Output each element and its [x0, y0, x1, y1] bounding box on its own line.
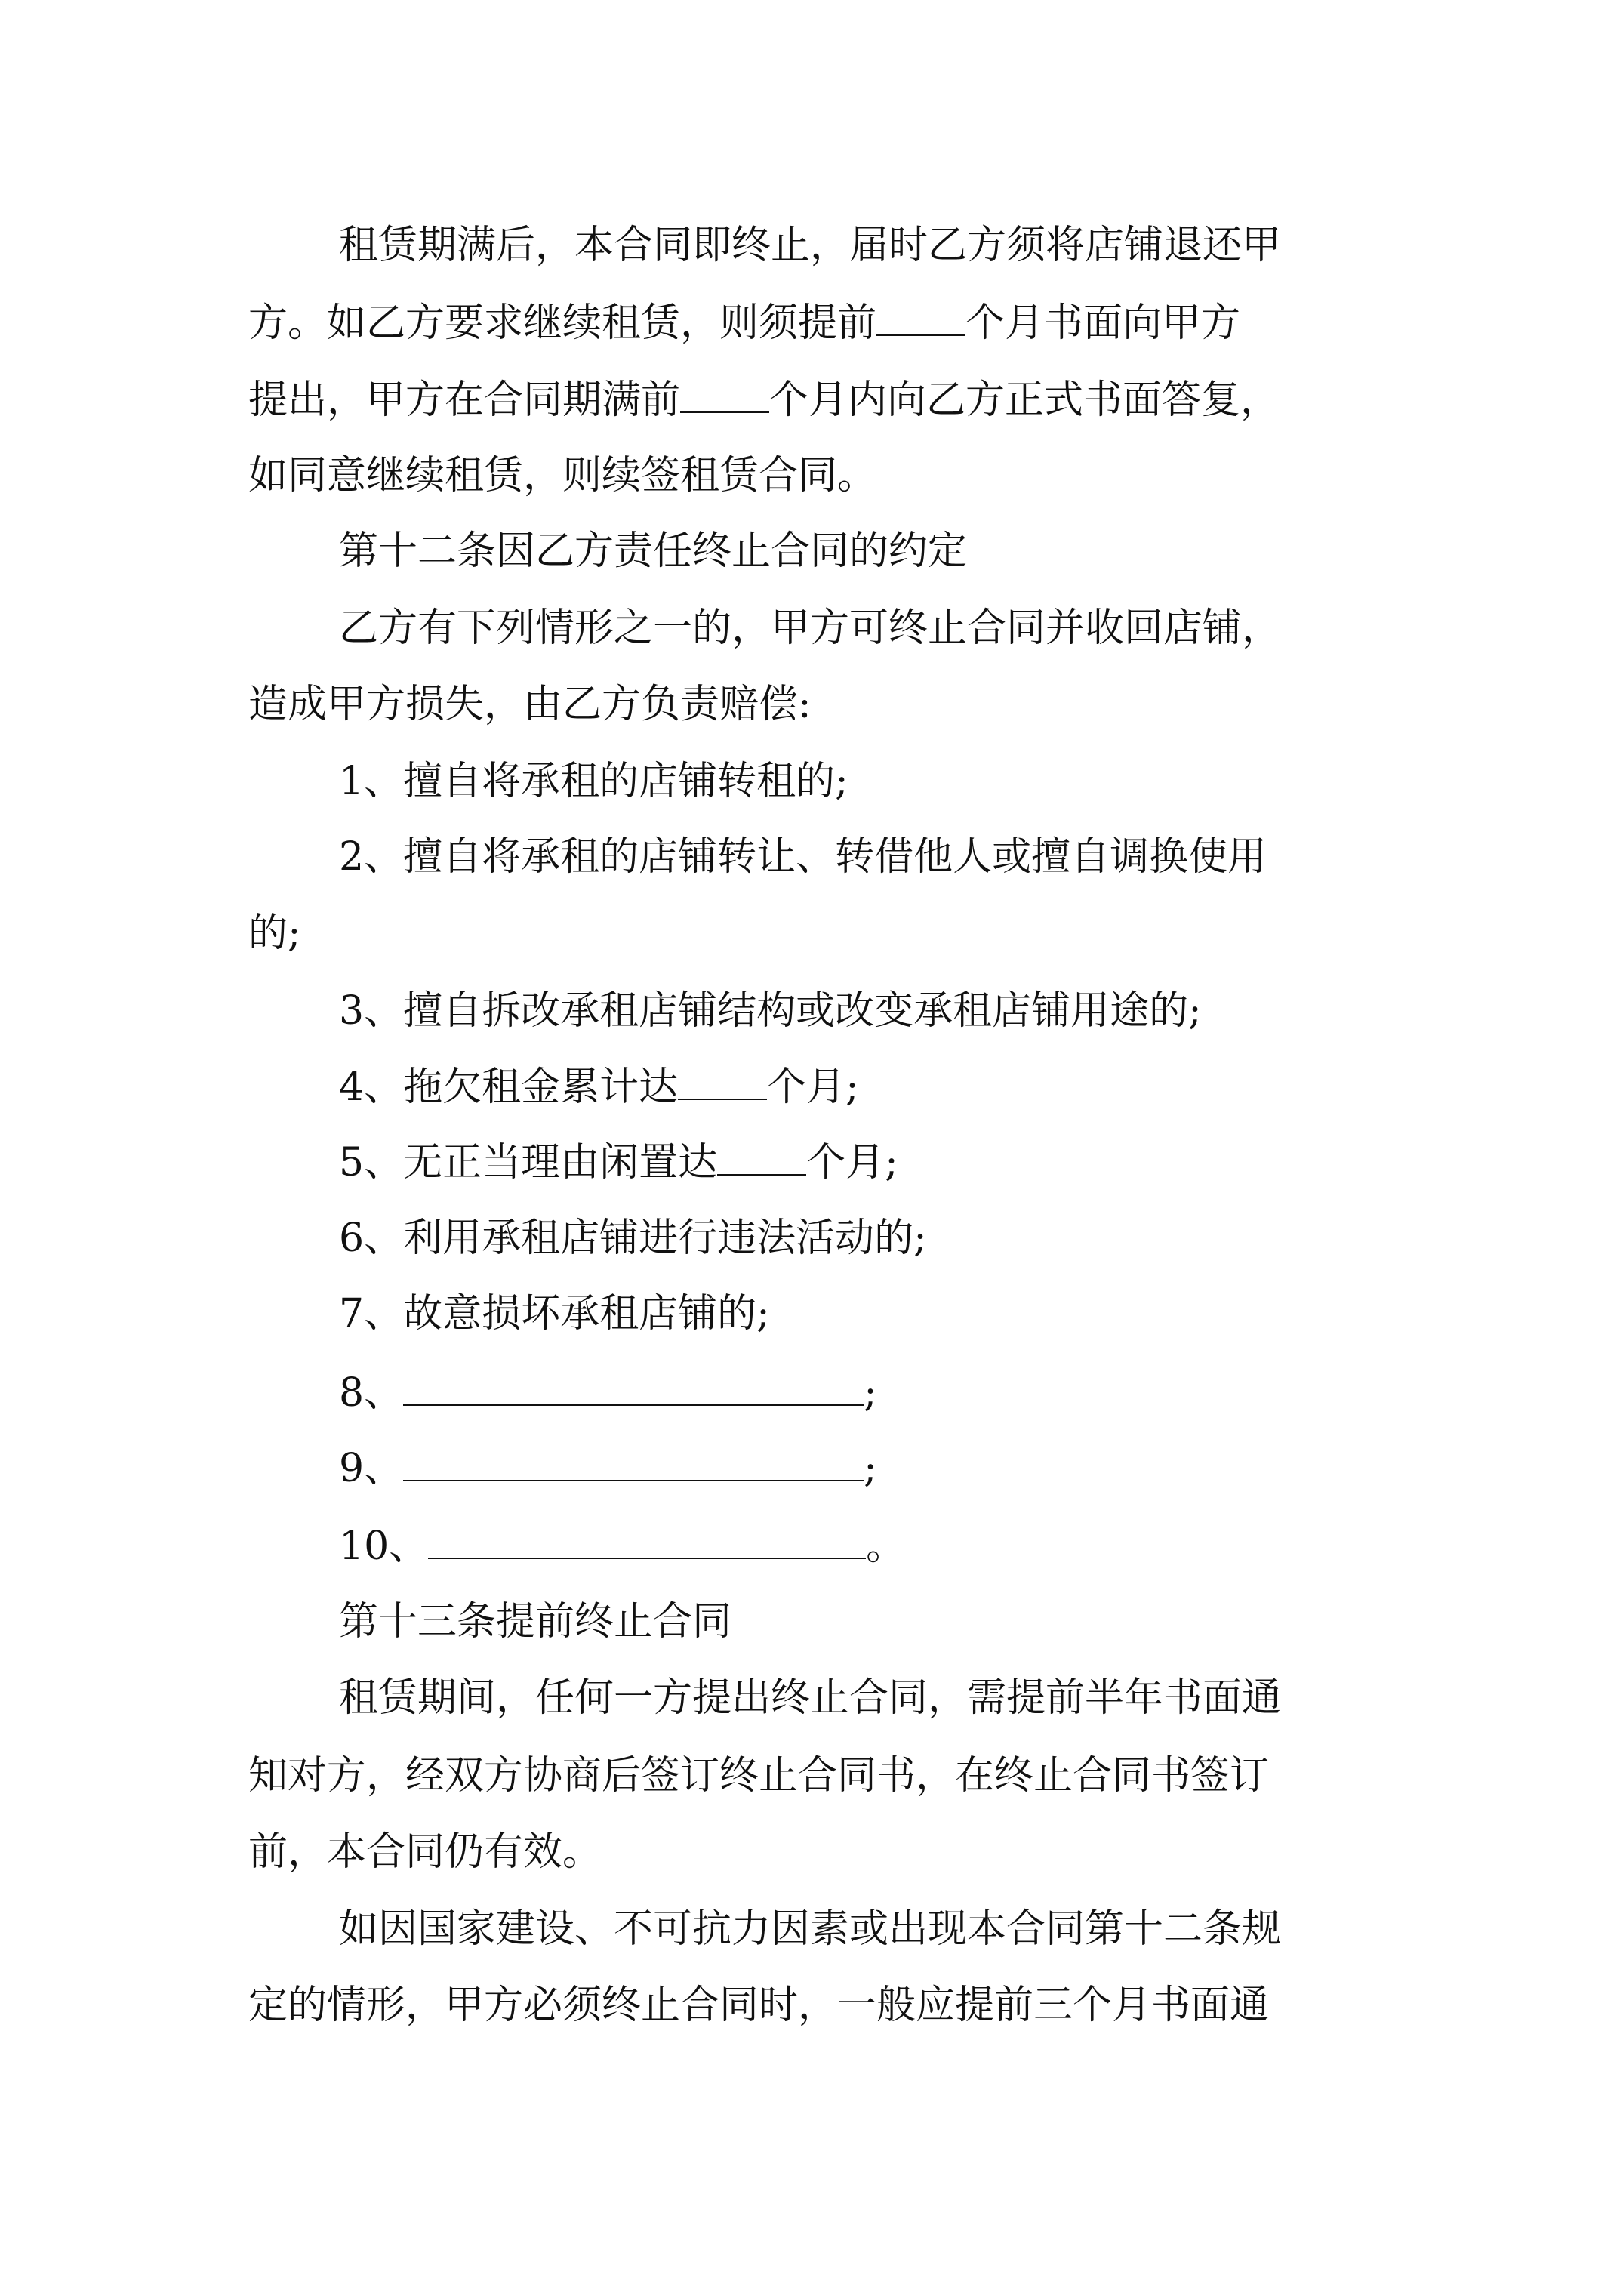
text-run: 造成甲方损失，由乙方负责赔偿:: [248, 682, 812, 727]
paragraph-line: [248, 1749, 1269, 1802]
text-run: 如同意继续租赁，则续签租赁合同。: [248, 453, 877, 498]
list-item: [339, 1520, 905, 1573]
text-run: 如因国家建设、不可抗力因素或出现本合同第十二条规: [339, 1906, 1282, 1952]
list-item: [339, 1212, 927, 1265]
text-run: 第十三条提前终止合同: [339, 1599, 732, 1644]
text-run: 前，本合同仍有效。: [248, 1829, 602, 1875]
text-run: 。: [866, 1524, 906, 1569]
list-item-continuation: [248, 907, 301, 960]
list-item: [339, 1442, 877, 1495]
text-run: ;: [864, 1370, 877, 1416]
list-item: [339, 1287, 770, 1340]
fill-in-blank: [403, 1368, 864, 1406]
text-run: 3、擅自拆改承租店铺结构或改变承租店铺用途的;: [339, 988, 1202, 1034]
fill-in-blank: [403, 1444, 864, 1481]
text-run: 1、擅自将承租的店铺转租的;: [339, 759, 848, 804]
paragraph-line: [248, 297, 1240, 350]
paragraph-line: [248, 1979, 1269, 2032]
text-run: 提出，甲方在合同期满前: [248, 378, 681, 423]
text-run: 知对方，经双方协商后签订终止合同书，在终止合同书签订: [248, 1753, 1270, 1798]
text-run: 第十二条因乙方责任终止合同的约定: [339, 529, 968, 574]
fill-in-blank: [876, 298, 965, 336]
paragraph-line: [248, 1826, 602, 1878]
paragraph-line: [339, 602, 1281, 655]
text-run: 方。如乙方要求继续租赁，则须提前: [248, 300, 877, 346]
text-run: 10、: [339, 1524, 429, 1569]
text-run: 6、利用承租店铺进行违法活动的;: [339, 1216, 927, 1261]
paragraph-line: [248, 374, 1280, 427]
text-run: 9、: [339, 1446, 404, 1491]
paragraph-line: [248, 449, 876, 502]
list-item: [339, 1061, 859, 1114]
text-run: 的;: [248, 911, 301, 956]
paragraph-line: [339, 219, 1281, 272]
fill-in-blank: [717, 1138, 806, 1176]
list-item: [339, 1136, 898, 1189]
list-item: [339, 985, 1202, 1037]
paragraph-line: [339, 1903, 1281, 1955]
fill-in-blank: [680, 375, 769, 413]
text-run: ;: [864, 1446, 877, 1491]
text-run: 个月;: [806, 1140, 898, 1185]
fill-in-blank: [428, 1521, 866, 1559]
text-run: 个月;: [767, 1065, 859, 1110]
text-run: 乙方有下列情形之一的，甲方可终止合同并收回店铺，: [339, 606, 1282, 651]
text-run: 8、: [339, 1370, 404, 1416]
text-run: 定的情形，甲方必须终止合同时，一般应提前三个月书面通: [248, 1983, 1270, 2028]
text-run: 个月书面向甲方: [965, 300, 1241, 346]
list-item: [339, 1367, 877, 1419]
text-run: 租赁期满后，本合同即终止，届时乙方须将店铺退还甲: [339, 223, 1282, 268]
text-run: 5、无正当理由闲置达: [339, 1140, 718, 1185]
text-run: 租赁期间，任何一方提出终止合同，需提前半年书面通: [339, 1675, 1282, 1721]
text-run: 4、拖欠租金累计达: [339, 1065, 679, 1110]
section-heading: [339, 1595, 731, 1648]
list-item: [339, 755, 848, 808]
fill-in-blank: [678, 1062, 767, 1100]
text-run: 7、故意损坏承租店铺的;: [339, 1291, 770, 1336]
paragraph-line: [339, 1672, 1281, 1724]
section-heading: [339, 525, 967, 578]
paragraph-line: [248, 678, 812, 731]
list-item: [339, 831, 1267, 883]
text-run: 2、擅自将承租的店铺转让、转借他人或擅自调换使用: [339, 834, 1267, 880]
text-run: 个月内向乙方正式书面答复，: [769, 378, 1280, 423]
